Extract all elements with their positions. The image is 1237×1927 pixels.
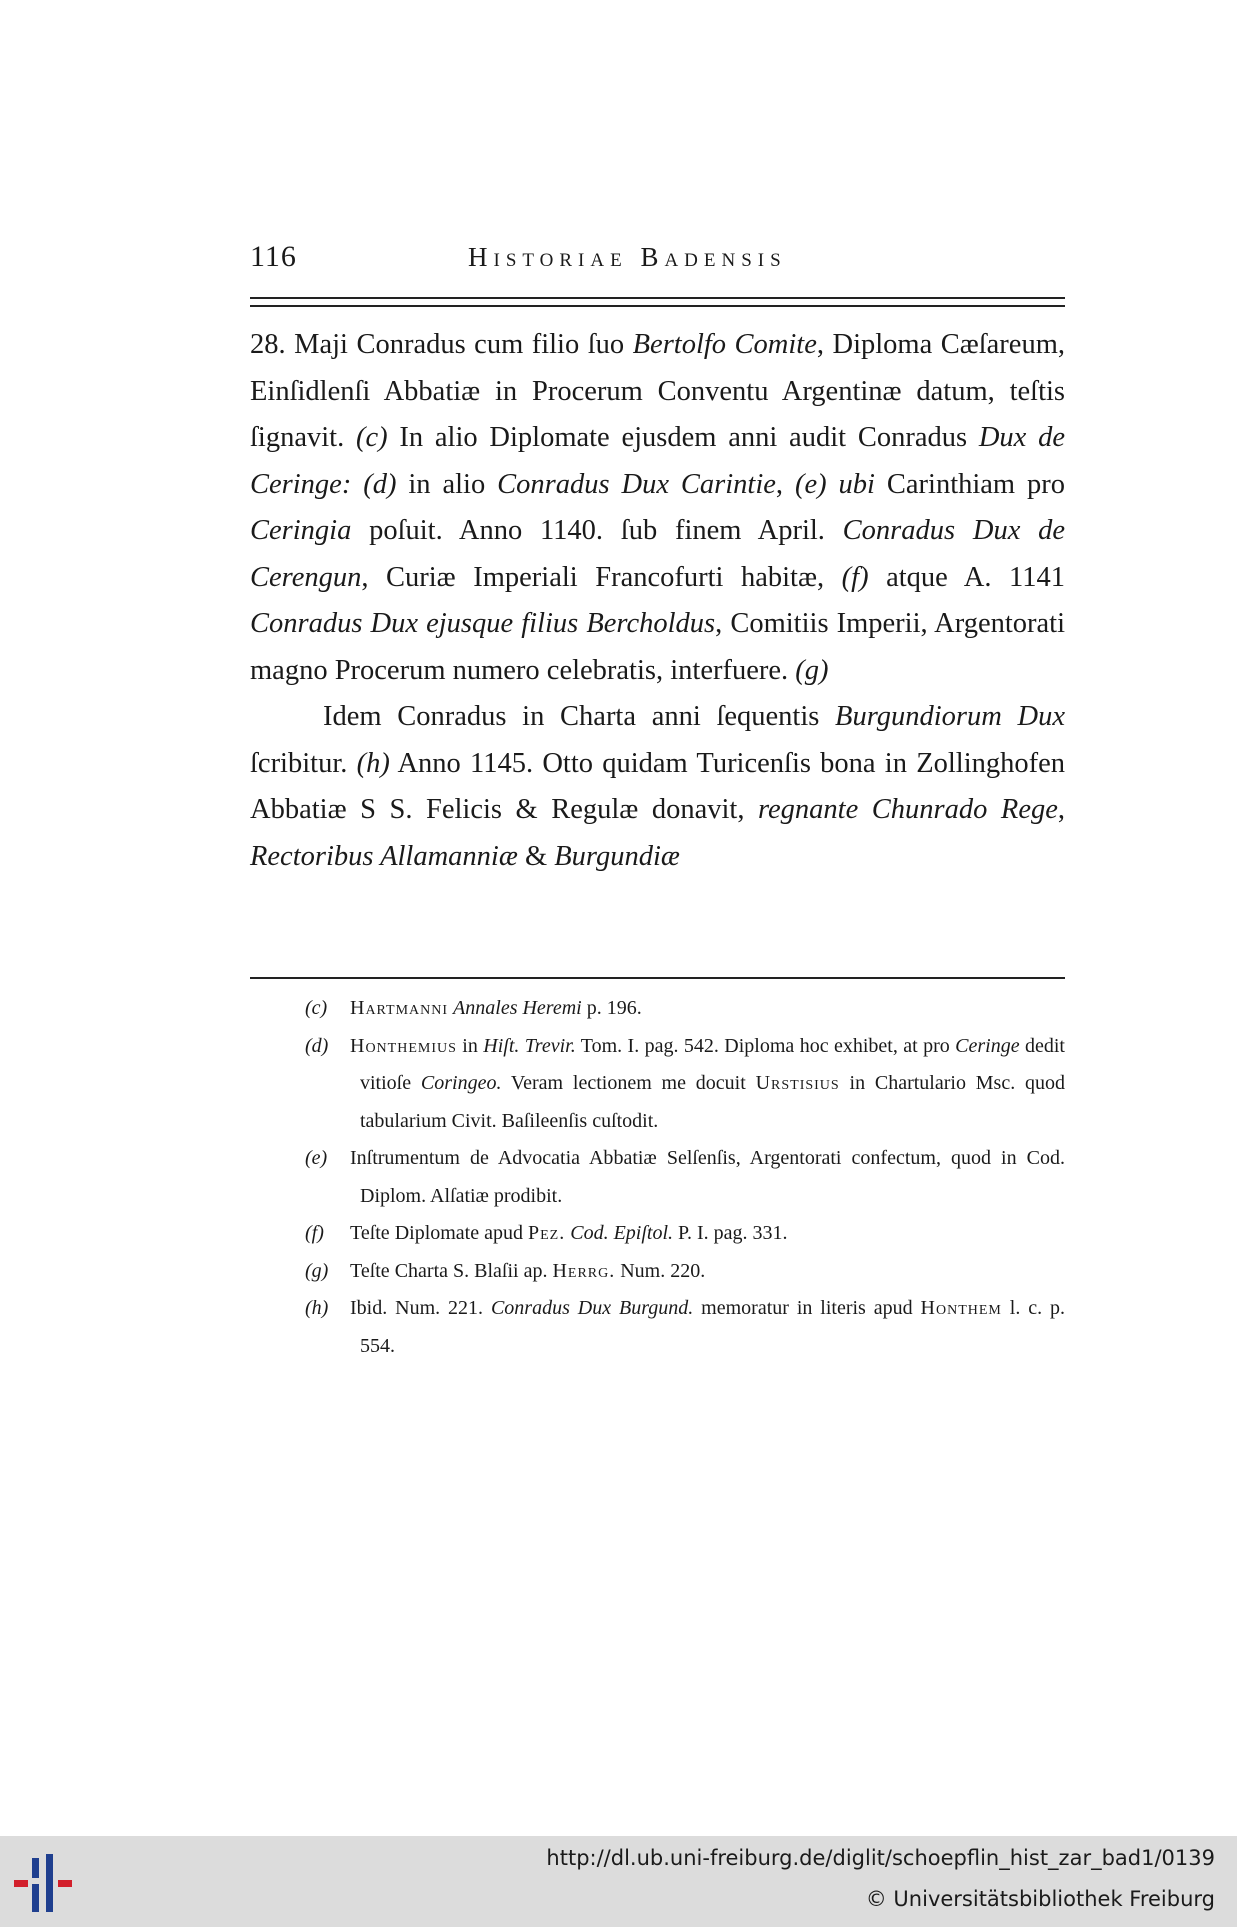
italic-text: regnante Chunrado Rege: [758, 794, 1058, 825]
footnote: [305, 990, 1065, 1028]
permalink-url[interactable]: http://dl.ub.uni-freiburg.de/diglit/schoepflin_hist_zar_bad1/0139: [546, 1846, 1215, 1870]
body-text: [250, 322, 1065, 880]
text-run: ,: [1057, 794, 1066, 825]
small-caps-name: Honthem: [920, 1297, 1002, 1319]
italic-text: Annales Heremi: [453, 997, 582, 1019]
footnote-mark: (e): [305, 1147, 328, 1169]
footnote-mark: (f): [305, 1222, 324, 1244]
paragraph-2: [250, 694, 1065, 880]
text-run: Idem Conradus in Charta anni ſequentis: [323, 701, 836, 732]
italic-text: (h): [356, 747, 390, 779]
italic-text: Burgundiorum Dux: [835, 701, 1066, 732]
footnote-mark: (g): [305, 1259, 329, 1282]
italic-text: Cod. Epiſtol.: [570, 1222, 674, 1244]
text-run: , Curiæ Imperiali Francofurti habitæ,: [361, 561, 842, 593]
text-run: in: [456, 1034, 484, 1057]
paragraph-1: [250, 322, 1065, 694]
text-run: atque A. 1141: [868, 561, 1065, 593]
text-run: In alio Diplomate ejusdem anni audit Conradus: [387, 422, 979, 453]
italic-text: (c): [355, 422, 388, 453]
text-run: Tom. I. pag. 542. Diploma hoc exhibet, at pro: [575, 1034, 956, 1057]
footer-bar: [0, 1836, 1237, 1927]
footnote: [305, 1028, 1065, 1141]
small-caps-name: Herrg.: [552, 1259, 616, 1282]
text-run: dedit vitioſe: [360, 1034, 1065, 1094]
text-run: , Comitiis Imperii, Argentorati magno Procerum numero celebratis, interfuere.: [250, 608, 1066, 686]
italic-text: Rectoribus Allamanniæ: [250, 840, 518, 872]
small-caps-name: Honthemius: [350, 1034, 457, 1057]
footnote: [305, 1140, 1065, 1215]
italic-text: Hiſt. Trevir.: [483, 1034, 576, 1057]
text-run: &: [517, 840, 555, 872]
italic-text: Conradus Dux ejusque filius Bercholdus: [250, 608, 716, 639]
italic-text: Ceringia: [250, 515, 352, 546]
text-run: P. I. pag. 331.: [673, 1222, 788, 1244]
footnote-mark: (h): [305, 1297, 329, 1319]
text-run: poſuit. Anno 1140. ſub finem April.: [351, 515, 843, 546]
italic-text: (d): [363, 468, 397, 500]
text-run: , Diploma Cæſareum, Einſidlenſi Abbatiæ in Procerum Conventu Argentinæ datum, teſtis ſignavit.: [250, 329, 1065, 453]
italic-text: Conradus Dux Carintie: [497, 468, 776, 500]
footnote: [305, 1253, 1065, 1291]
small-caps-name: Pez.: [528, 1222, 566, 1244]
italic-text: (g): [795, 654, 829, 686]
header-double-rule: [250, 297, 1065, 307]
footnotes: [305, 990, 1065, 1365]
text-run: [351, 469, 363, 500]
footnote-mark: (c): [305, 997, 328, 1019]
text-run: ſcribitur.: [250, 747, 357, 779]
text-run: 28. Maji Conradus cum filio ſuo: [250, 329, 633, 360]
text-run: Anno 1145. Otto quidam Turicenſis bona in Zollinghofen Abbatiæ S S. Felicis & Regulæ donavit,: [250, 747, 1066, 825]
text-run: Num. 220.: [615, 1259, 706, 1282]
italic-text: Bertolfo Comite: [632, 329, 817, 360]
text-run: ,: [775, 468, 795, 500]
ub-freiburg-logo-icon[interactable]: [10, 1850, 80, 1920]
text-run: Teſte Diplomate apud: [350, 1222, 528, 1244]
text-run: Carinthiam pro: [874, 468, 1066, 500]
italic-text: Dux de Ceringe:: [250, 422, 1065, 500]
footnote: [305, 1215, 1065, 1253]
page-number: 116: [250, 240, 297, 273]
italic-text: Conradus Dux de Cerengun: [250, 515, 1065, 593]
footnote: [305, 1290, 1065, 1365]
footnote-rule: [250, 977, 1065, 979]
text-run: Teſte Charta S. Blaſii ap.: [350, 1259, 553, 1282]
text-run: l. c. p. 554.: [360, 1297, 1066, 1357]
text-run: Inſtrumentum de Advocatia Abbatiæ Selſenſis, Argentorati confectum, quod in Cod. Diplom. Alſatiæ prodibit.: [350, 1147, 1065, 1207]
italic-text: (f): [841, 561, 869, 593]
text-run: in alio: [396, 468, 498, 500]
small-caps-name: Hartmanni: [350, 997, 449, 1019]
italic-text: Conradus Dux Burgund.: [490, 1297, 694, 1319]
italic-text: (e) ubi: [794, 468, 875, 500]
page-header: [250, 240, 1065, 280]
small-caps-name: Urstisius: [755, 1072, 840, 1094]
footnote-mark: (d): [305, 1034, 329, 1057]
italic-text: Ceringe: [955, 1034, 1020, 1057]
running-title: Historiae Badensis: [468, 242, 787, 272]
copyright-notice: © Universitätsbibliothek Freiburg: [865, 1887, 1215, 1911]
text-run: p. 196.: [581, 997, 642, 1019]
text-run: Veram lectionem me docuit: [501, 1072, 756, 1094]
italic-text: Burgundiæ: [554, 840, 680, 872]
text-run: Ibid. Num. 221.: [350, 1297, 491, 1319]
text-run: in Chartulario Msc. quod tabularium Civit. Baſileenſis cuſtodit.: [360, 1072, 1065, 1132]
italic-text: Coringeo.: [420, 1072, 502, 1094]
text-run: memoratur in literis apud: [693, 1297, 921, 1319]
